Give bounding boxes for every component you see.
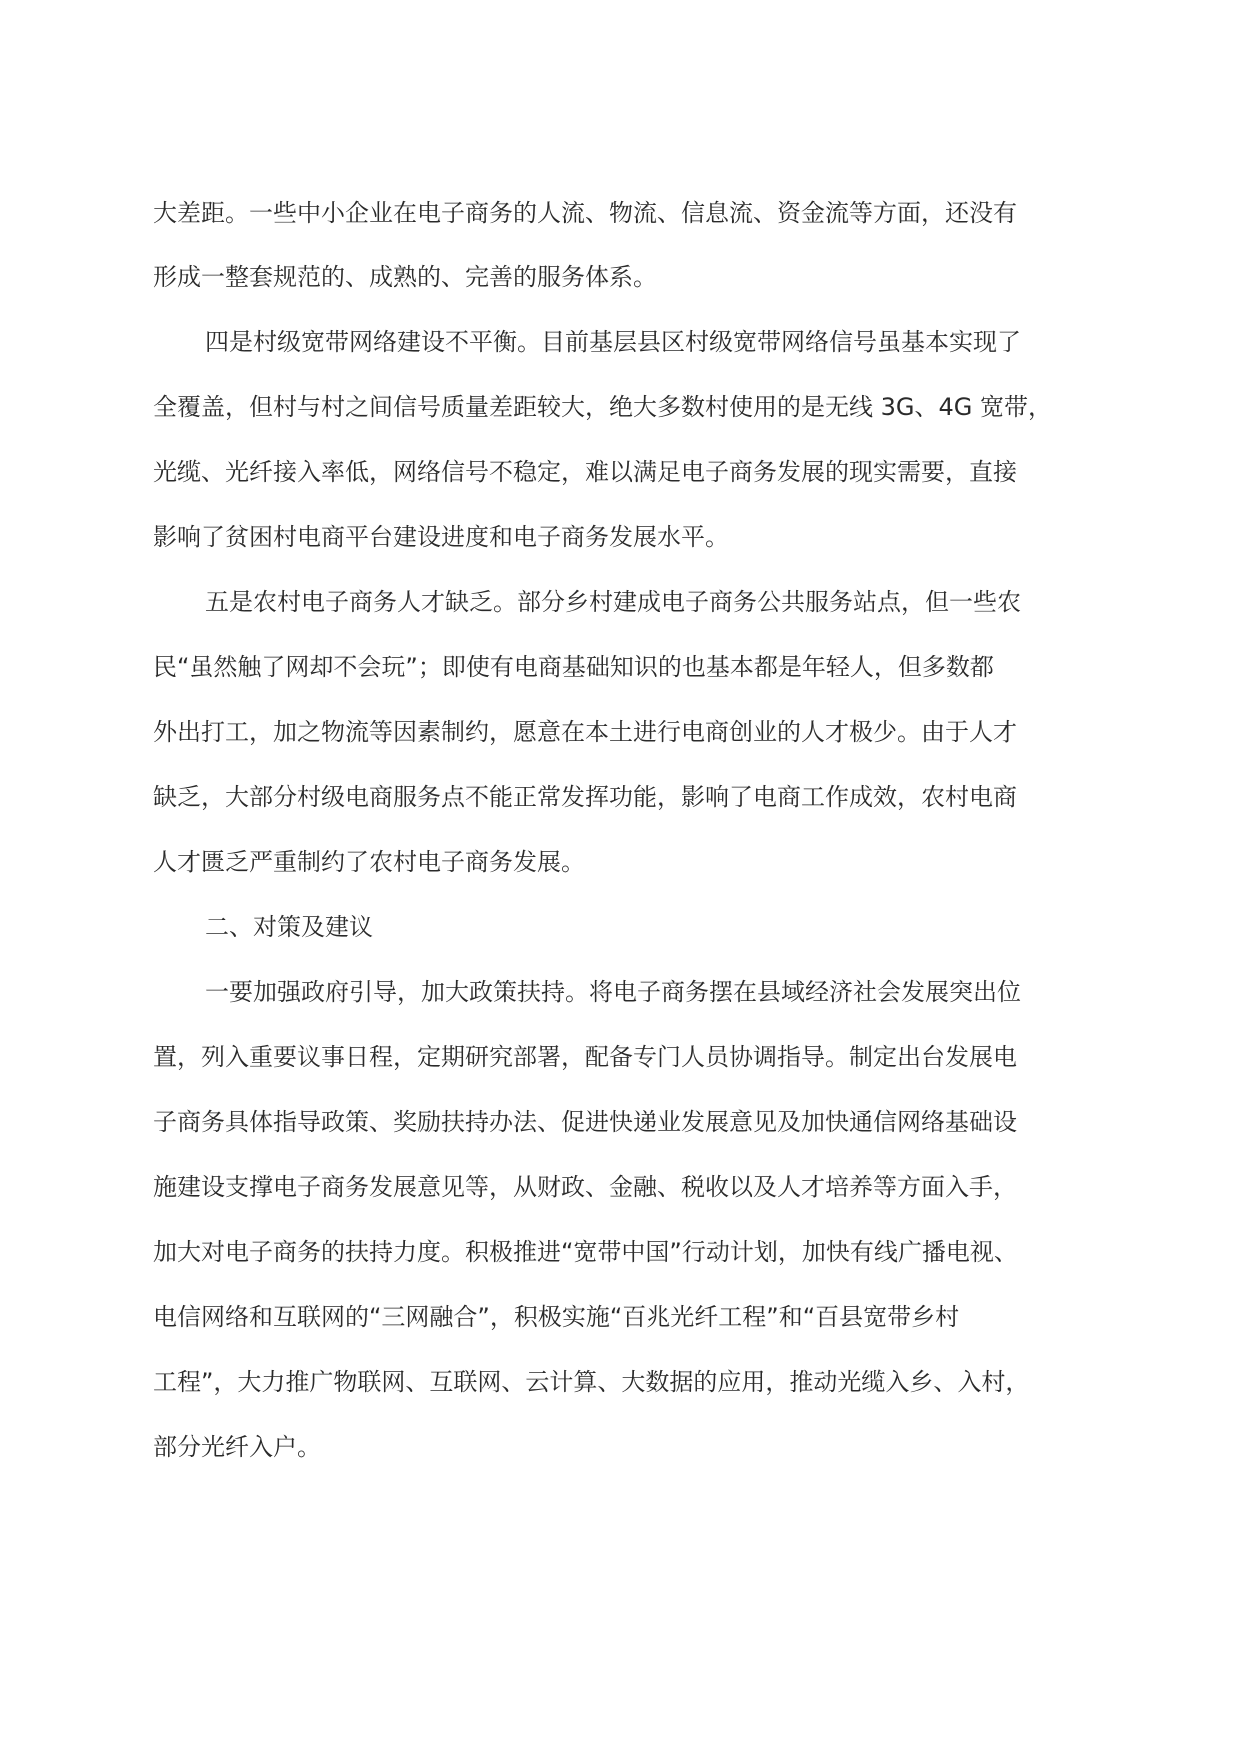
text-line: 形成一整套规范的、成熟的、完善的服务体系。 [153,263,657,291]
paragraph-line: 五是农村电子商务人才缺乏。部分乡村建成电子商务公共服务站点，但一些农 [205,588,1021,616]
text-line: 工程”，大力推广物联网、互联网、云计算、大数据的应用，推动光缆入乡、入村， [153,1368,1030,1396]
text-line: 大差距。一些中小企业在电子商务的人流、物流、信息流、资金流等方面，还没有 [153,199,1017,227]
text-line: 全覆盖，但村与村之间信号质量差距较大，绝大多数村使用的是无线 3G、4G 宽带， [153,393,1052,421]
text-line: 光缆、光纤接入率低，网络信号不稳定，难以满足电子商务发展的现实需要，直接 [153,458,1017,486]
text-line: 施建设支撑电子商务发展意见等，从财政、金融、税收以及人才培养等方面入手， [153,1173,1017,1201]
text-line: 外出打工，加之物流等因素制约，愿意在本土进行电商创业的人才极少。由于人才 [153,718,1017,746]
text-line: 部分光纤入户。 [153,1433,321,1461]
text-line: 子商务具体指导政策、奖励扶持办法、促进快递业发展意见及加快通信网络基础设 [153,1108,1017,1136]
text-line: 缺乏，大部分村级电商服务点不能正常发挥功能，影响了电商工作成效，农村电商 [153,783,1017,811]
section-heading: 二、对策及建议 [205,913,373,941]
text-line: 电信网络和互联网的“三网融合”，积极实施“百兆光纤工程”和“百县宽带乡村 [153,1303,960,1331]
paragraph-line: 一要加强政府引导，加大政策扶持。将电子商务摆在县域经济社会发展突出位 [205,978,1021,1006]
text-line: 人才匮乏严重制约了农村电子商务发展。 [153,848,585,876]
paragraph-line: 四是村级宽带网络建设不平衡。目前基层县区村级宽带网络信号虽基本实现了 [205,328,1021,356]
text-line: 置，列入重要议事日程，定期研究部署，配备专门人员协调指导。制定出台发展电 [153,1043,1017,1071]
text-line: 民“虽然触了网却不会玩”；即使有电商基础知识的也基本都是年轻人，但多数都 [153,653,994,681]
text-line: 影响了贫困村电商平台建设进度和电子商务发展水平。 [153,523,729,551]
text-line: 加大对电子商务的扶持力度。积极推进“宽带中国”行动计划，加快有线广播电视、 [153,1238,1018,1266]
